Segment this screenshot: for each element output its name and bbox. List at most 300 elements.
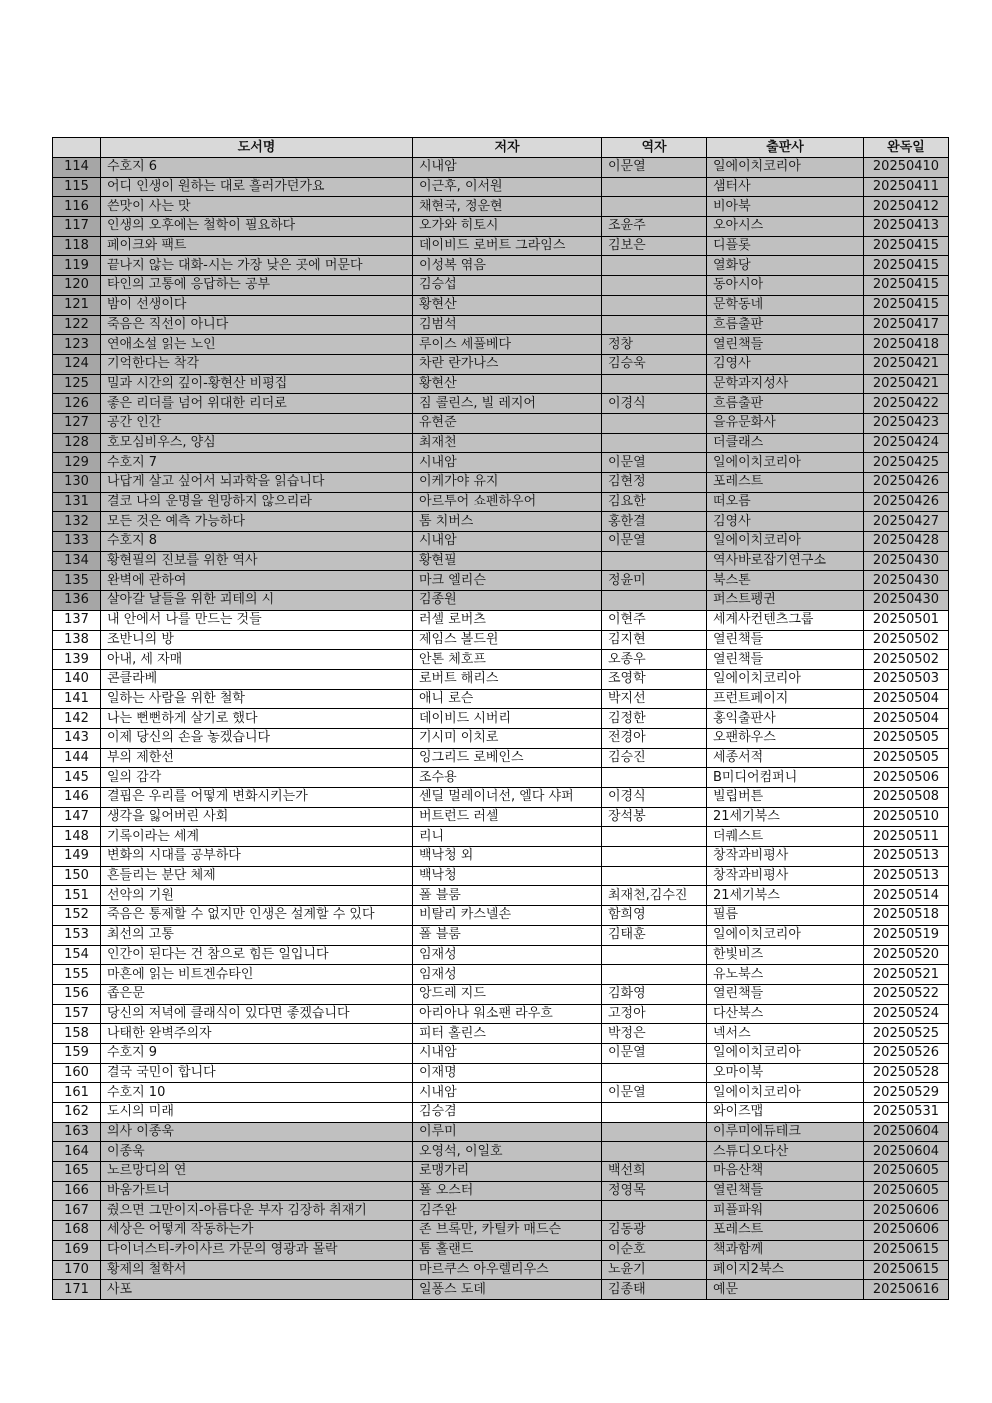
table-row <box>53 807 949 827</box>
completion-date: 20250505 <box>864 728 949 748</box>
table-row <box>53 256 949 276</box>
completion-date: 20250425 <box>864 453 949 473</box>
row-number: 155 <box>53 965 101 985</box>
book-title: 다이너스티-카이사르 가문의 영광과 몰락 <box>101 1240 413 1260</box>
row-number: 171 <box>53 1280 101 1300</box>
row-number: 121 <box>53 295 101 315</box>
completion-date: 20250511 <box>864 827 949 847</box>
translator <box>602 276 707 296</box>
row-number: 135 <box>53 571 101 591</box>
book-title: 기록이라는 세계 <box>101 827 413 847</box>
translator: 고정아 <box>602 1004 707 1024</box>
publisher: 창작과비평사 <box>707 866 864 886</box>
publisher: 퍼스트펭귄 <box>707 591 864 611</box>
translator <box>602 965 707 985</box>
row-number: 131 <box>53 492 101 512</box>
table-body <box>53 158 949 1300</box>
author: 시내암 <box>413 532 602 552</box>
book-title: 수호지 7 <box>101 453 413 473</box>
author: 임재성 <box>413 965 602 985</box>
publisher: 오마이북 <box>707 1063 864 1083</box>
author: 피터 홀린스 <box>413 1024 602 1044</box>
translator <box>602 591 707 611</box>
completion-date: 20250430 <box>864 571 949 591</box>
completion-date: 20250426 <box>864 473 949 493</box>
publisher: 동아시아 <box>707 276 864 296</box>
book-title: 호모심비우스, 양심 <box>101 433 413 453</box>
row-number: 143 <box>53 728 101 748</box>
row-number: 145 <box>53 768 101 788</box>
author: 차란 란가나스 <box>413 354 602 374</box>
book-title: 죽음은 통제할 수 없지만 인생은 설계할 수 있다 <box>101 906 413 926</box>
completion-date: 20250514 <box>864 886 949 906</box>
row-number: 154 <box>53 945 101 965</box>
publisher: B미디어컴퍼니 <box>707 768 864 788</box>
table-row <box>53 315 949 335</box>
row-number: 141 <box>53 689 101 709</box>
publisher: 마음산책 <box>707 1162 864 1182</box>
translator: 전경아 <box>602 728 707 748</box>
header-number <box>53 138 101 158</box>
completion-date: 20250422 <box>864 394 949 414</box>
translator: 김동광 <box>602 1221 707 1241</box>
translator <box>602 295 707 315</box>
translator: 이경식 <box>602 394 707 414</box>
book-title: 아내, 세 자매 <box>101 650 413 670</box>
translator: 이순호 <box>602 1240 707 1260</box>
book-title: 죽음은 직선이 아니다 <box>101 315 413 335</box>
row-number: 146 <box>53 788 101 808</box>
table-row <box>53 984 949 1004</box>
row-number: 130 <box>53 473 101 493</box>
table-row <box>53 768 949 788</box>
row-number: 137 <box>53 610 101 630</box>
publisher: 비아북 <box>707 197 864 217</box>
completion-date: 20250505 <box>864 748 949 768</box>
book-title: 사포 <box>101 1280 413 1300</box>
row-number: 152 <box>53 906 101 926</box>
publisher: 떠오름 <box>707 492 864 512</box>
table-row <box>53 1024 949 1044</box>
book-title: 좁은문 <box>101 984 413 1004</box>
author: 시내암 <box>413 158 602 178</box>
author: 이근후, 이서원 <box>413 177 602 197</box>
table-row <box>53 1280 949 1300</box>
table-row <box>53 1122 949 1142</box>
author: 이루미 <box>413 1122 602 1142</box>
row-number: 115 <box>53 177 101 197</box>
header-publisher: 출판사 <box>707 138 864 158</box>
completion-date: 20250524 <box>864 1004 949 1024</box>
table-row <box>53 1260 949 1280</box>
table-row <box>53 276 949 296</box>
author: 최재천 <box>413 433 602 453</box>
table-row <box>53 335 949 355</box>
publisher: 페이지2북스 <box>707 1260 864 1280</box>
author: 센딜 멀레이너선, 엘다 샤퍼 <box>413 788 602 808</box>
translator <box>602 177 707 197</box>
table-row <box>53 177 949 197</box>
author: 루이스 세풀베다 <box>413 335 602 355</box>
book-title: 콘클라베 <box>101 669 413 689</box>
translator <box>602 945 707 965</box>
row-number: 160 <box>53 1063 101 1083</box>
row-number: 127 <box>53 413 101 433</box>
translator <box>602 1063 707 1083</box>
book-title: 살아갈 날들을 위한 괴테의 시 <box>101 591 413 611</box>
row-number: 153 <box>53 925 101 945</box>
translator: 박지선 <box>602 689 707 709</box>
translator: 조윤주 <box>602 217 707 237</box>
author: 조수용 <box>413 768 602 788</box>
publisher: 빌립버튼 <box>707 788 864 808</box>
table-row <box>53 1201 949 1221</box>
row-number: 123 <box>53 335 101 355</box>
book-title: 이종욱 <box>101 1142 413 1162</box>
table-row <box>53 217 949 237</box>
book-title: 모든 것은 예측 가능하다 <box>101 512 413 532</box>
table-row <box>53 374 949 394</box>
publisher: 열린책들 <box>707 335 864 355</box>
completion-date: 20250413 <box>864 217 949 237</box>
book-title: 수호지 6 <box>101 158 413 178</box>
table-row <box>53 1004 949 1024</box>
book-title: 조반니의 방 <box>101 630 413 650</box>
row-number: 144 <box>53 748 101 768</box>
row-number: 166 <box>53 1181 101 1201</box>
translator <box>602 1142 707 1162</box>
completion-date: 20250501 <box>864 610 949 630</box>
row-number: 162 <box>53 1103 101 1123</box>
row-number: 129 <box>53 453 101 473</box>
completion-date: 20250418 <box>864 335 949 355</box>
author: 아리아나 워소팬 라우흐 <box>413 1004 602 1024</box>
row-number: 136 <box>53 591 101 611</box>
completion-date: 20250421 <box>864 374 949 394</box>
publisher: 다산북스 <box>707 1004 864 1024</box>
book-title: 결핍은 우리를 어떻게 변화시키는가 <box>101 788 413 808</box>
book-title: 나는 뻔뻔하게 살기로 했다 <box>101 709 413 729</box>
table-row <box>53 925 949 945</box>
author: 기시미 이치로 <box>413 728 602 748</box>
author: 백낙청 외 <box>413 847 602 867</box>
table-row <box>53 236 949 256</box>
completion-date: 20250504 <box>864 689 949 709</box>
publisher: 세계사컨텐츠그룹 <box>707 610 864 630</box>
author: 김범석 <box>413 315 602 335</box>
book-title: 일의 감각 <box>101 768 413 788</box>
translator: 김보은 <box>602 236 707 256</box>
publisher: 김영사 <box>707 354 864 374</box>
publisher: 더클래스 <box>707 433 864 453</box>
table-row <box>53 295 949 315</box>
completion-date: 20250513 <box>864 866 949 886</box>
publisher: 프런트페이지 <box>707 689 864 709</box>
completion-date: 20250519 <box>864 925 949 945</box>
table-row <box>53 571 949 591</box>
publisher: 김영사 <box>707 512 864 532</box>
publisher: 샘터사 <box>707 177 864 197</box>
row-number: 164 <box>53 1142 101 1162</box>
table-row <box>53 1083 949 1103</box>
publisher: 스튜디오다산 <box>707 1142 864 1162</box>
publisher: 흐름출판 <box>707 394 864 414</box>
completion-date: 20250426 <box>864 492 949 512</box>
author: 로맹가리 <box>413 1162 602 1182</box>
table-row <box>53 847 949 867</box>
row-number: 117 <box>53 217 101 237</box>
translator: 정윤미 <box>602 571 707 591</box>
publisher: 필름 <box>707 906 864 926</box>
row-number: 168 <box>53 1221 101 1241</box>
book-title: 선악의 기원 <box>101 886 413 906</box>
translator: 김요한 <box>602 492 707 512</box>
author: 황현필 <box>413 551 602 571</box>
publisher: 이루미에듀테크 <box>707 1122 864 1142</box>
completion-date: 20250513 <box>864 847 949 867</box>
table-row <box>53 1162 949 1182</box>
author: 버트런드 러셀 <box>413 807 602 827</box>
book-title: 타인의 고통에 응답하는 공부 <box>101 276 413 296</box>
row-number: 161 <box>53 1083 101 1103</box>
completion-date: 20250430 <box>864 591 949 611</box>
book-title: 최선의 고통 <box>101 925 413 945</box>
book-title: 끝나지 않는 대화-시는 가장 낮은 곳에 머문다 <box>101 256 413 276</box>
book-title: 마흔에 읽는 비트겐슈타인 <box>101 965 413 985</box>
completion-date: 20250424 <box>864 433 949 453</box>
table-header-row <box>53 138 949 158</box>
publisher: 일에이치코리아 <box>707 1083 864 1103</box>
header-author: 저자 <box>413 138 602 158</box>
translator: 조영학 <box>602 669 707 689</box>
completion-date: 20250615 <box>864 1260 949 1280</box>
publisher: 창작과비평사 <box>707 847 864 867</box>
book-title: 나답게 살고 싶어서 뇌과학을 읽습니다 <box>101 473 413 493</box>
book-title: 인간이 된다는 건 참으로 힘든 일입니다 <box>101 945 413 965</box>
publisher: 흐름출판 <box>707 315 864 335</box>
publisher: 역사바로잡기연구소 <box>707 551 864 571</box>
translator <box>602 256 707 276</box>
book-title: 바움가트너 <box>101 1181 413 1201</box>
publisher: 21세기북스 <box>707 886 864 906</box>
publisher: 문학과지성사 <box>707 374 864 394</box>
row-number: 128 <box>53 433 101 453</box>
publisher: 예문 <box>707 1280 864 1300</box>
publisher: 더퀘스트 <box>707 827 864 847</box>
publisher: 포레스트 <box>707 473 864 493</box>
table-row <box>53 906 949 926</box>
author: 제임스 볼드윈 <box>413 630 602 650</box>
completion-date: 20250510 <box>864 807 949 827</box>
author: 폴 블룸 <box>413 925 602 945</box>
translator: 이현주 <box>602 610 707 630</box>
author: 데이비드 로버트 그라임스 <box>413 236 602 256</box>
publisher: 일에이치코리아 <box>707 158 864 178</box>
publisher: 일에이치코리아 <box>707 532 864 552</box>
author: 로버트 해리스 <box>413 669 602 689</box>
table-row <box>53 827 949 847</box>
translator: 이문열 <box>602 1043 707 1063</box>
book-title: 좋은 리더를 넘어 위대한 리더로 <box>101 394 413 414</box>
author: 애니 로슨 <box>413 689 602 709</box>
table-row <box>53 473 949 493</box>
translator: 박정은 <box>602 1024 707 1044</box>
author: 김승겸 <box>413 1103 602 1123</box>
table-row <box>53 1142 949 1162</box>
table-row <box>53 394 949 414</box>
table-row <box>53 512 949 532</box>
completion-date: 20250415 <box>864 236 949 256</box>
publisher: 책과함께 <box>707 1240 864 1260</box>
completion-date: 20250428 <box>864 532 949 552</box>
translator: 김승진 <box>602 748 707 768</box>
table-row <box>53 453 949 473</box>
row-number: 163 <box>53 1122 101 1142</box>
author: 비탈리 카스넬손 <box>413 906 602 926</box>
publisher: 포레스트 <box>707 1221 864 1241</box>
header-completion-date: 완독일 <box>864 138 949 158</box>
completion-date: 20250604 <box>864 1142 949 1162</box>
completion-date: 20250604 <box>864 1122 949 1142</box>
publisher: 열린책들 <box>707 984 864 1004</box>
publisher: 열린책들 <box>707 650 864 670</box>
author: 앙드레 지드 <box>413 984 602 1004</box>
translator: 정영목 <box>602 1181 707 1201</box>
reading-log-page <box>52 137 949 1300</box>
translator: 이경식 <box>602 788 707 808</box>
row-number: 140 <box>53 669 101 689</box>
translator <box>602 315 707 335</box>
book-title: 이제 당신의 손을 놓겠습니다 <box>101 728 413 748</box>
table-row <box>53 689 949 709</box>
translator <box>602 374 707 394</box>
translator: 노윤기 <box>602 1260 707 1280</box>
table-row <box>53 1221 949 1241</box>
completion-date: 20250421 <box>864 354 949 374</box>
table-row <box>53 1181 949 1201</box>
book-title: 줬으면 그만이지-아름다운 부자 김장하 취재기 <box>101 1201 413 1221</box>
publisher: 유노북스 <box>707 965 864 985</box>
row-number: 148 <box>53 827 101 847</box>
completion-date: 20250504 <box>864 709 949 729</box>
table-row <box>53 413 949 433</box>
row-number: 142 <box>53 709 101 729</box>
row-number: 150 <box>53 866 101 886</box>
completion-date: 20250531 <box>864 1103 949 1123</box>
author: 톰 치버스 <box>413 512 602 532</box>
author: 황현산 <box>413 374 602 394</box>
table-row <box>53 709 949 729</box>
translator: 김종태 <box>602 1280 707 1300</box>
row-number: 126 <box>53 394 101 414</box>
completion-date: 20250606 <box>864 1201 949 1221</box>
author: 시내암 <box>413 1083 602 1103</box>
book-title: 나태한 완벽주의자 <box>101 1024 413 1044</box>
completion-date: 20250606 <box>864 1221 949 1241</box>
table-row <box>53 965 949 985</box>
author: 데이비드 시버리 <box>413 709 602 729</box>
publisher: 한빛비즈 <box>707 945 864 965</box>
book-title: 황현필의 진보를 위한 역사 <box>101 551 413 571</box>
table-row <box>53 1063 949 1083</box>
table-row <box>53 433 949 453</box>
translator: 홍한결 <box>602 512 707 532</box>
table-row <box>53 630 949 650</box>
row-number: 134 <box>53 551 101 571</box>
translator: 이문열 <box>602 453 707 473</box>
author: 김종원 <box>413 591 602 611</box>
author: 폴 오스터 <box>413 1181 602 1201</box>
translator <box>602 866 707 886</box>
book-title: 도시의 미래 <box>101 1103 413 1123</box>
author: 시내암 <box>413 453 602 473</box>
completion-date: 20250518 <box>864 906 949 926</box>
translator: 함희영 <box>602 906 707 926</box>
table-row <box>53 492 949 512</box>
publisher: 와이즈맵 <box>707 1103 864 1123</box>
completion-date: 20250423 <box>864 413 949 433</box>
translator <box>602 433 707 453</box>
completion-date: 20250415 <box>864 295 949 315</box>
author: 오가와 히토시 <box>413 217 602 237</box>
row-number: 139 <box>53 650 101 670</box>
row-number: 132 <box>53 512 101 532</box>
completion-date: 20250615 <box>864 1240 949 1260</box>
book-title: 황제의 철학서 <box>101 1260 413 1280</box>
translator: 정창 <box>602 335 707 355</box>
translator <box>602 1122 707 1142</box>
table-row <box>53 866 949 886</box>
completion-date: 20250502 <box>864 630 949 650</box>
publisher: 열화당 <box>707 256 864 276</box>
completion-date: 20250415 <box>864 256 949 276</box>
author: 이케가야 유지 <box>413 473 602 493</box>
table-row <box>53 1240 949 1260</box>
publisher: 오아시스 <box>707 217 864 237</box>
book-title: 수호지 9 <box>101 1043 413 1063</box>
author: 김승섭 <box>413 276 602 296</box>
row-number: 169 <box>53 1240 101 1260</box>
publisher: 피플파워 <box>707 1201 864 1221</box>
completion-date: 20250605 <box>864 1181 949 1201</box>
author: 폴 블룸 <box>413 886 602 906</box>
completion-date: 20250411 <box>864 177 949 197</box>
translator: 김태훈 <box>602 925 707 945</box>
author: 잉그리드 로베인스 <box>413 748 602 768</box>
author: 이재명 <box>413 1063 602 1083</box>
row-number: 119 <box>53 256 101 276</box>
table-row <box>53 610 949 630</box>
translator: 이문열 <box>602 158 707 178</box>
completion-date: 20250528 <box>864 1063 949 1083</box>
row-number: 116 <box>53 197 101 217</box>
book-title: 생각을 잃어버린 사회 <box>101 807 413 827</box>
translator: 김화영 <box>602 984 707 1004</box>
publisher: 일에이치코리아 <box>707 669 864 689</box>
author: 김주완 <box>413 1201 602 1221</box>
translator: 김승욱 <box>602 354 707 374</box>
author: 마크 엘리슨 <box>413 571 602 591</box>
translator <box>602 847 707 867</box>
completion-date: 20250616 <box>864 1280 949 1300</box>
completion-date: 20250525 <box>864 1024 949 1044</box>
completion-date: 20250520 <box>864 945 949 965</box>
header-title: 도서명 <box>101 138 413 158</box>
publisher: 일에이치코리아 <box>707 925 864 945</box>
book-title: 당신의 저녁에 클래식이 있다면 좋겠습니다 <box>101 1004 413 1024</box>
row-number: 167 <box>53 1201 101 1221</box>
translator: 김현정 <box>602 473 707 493</box>
